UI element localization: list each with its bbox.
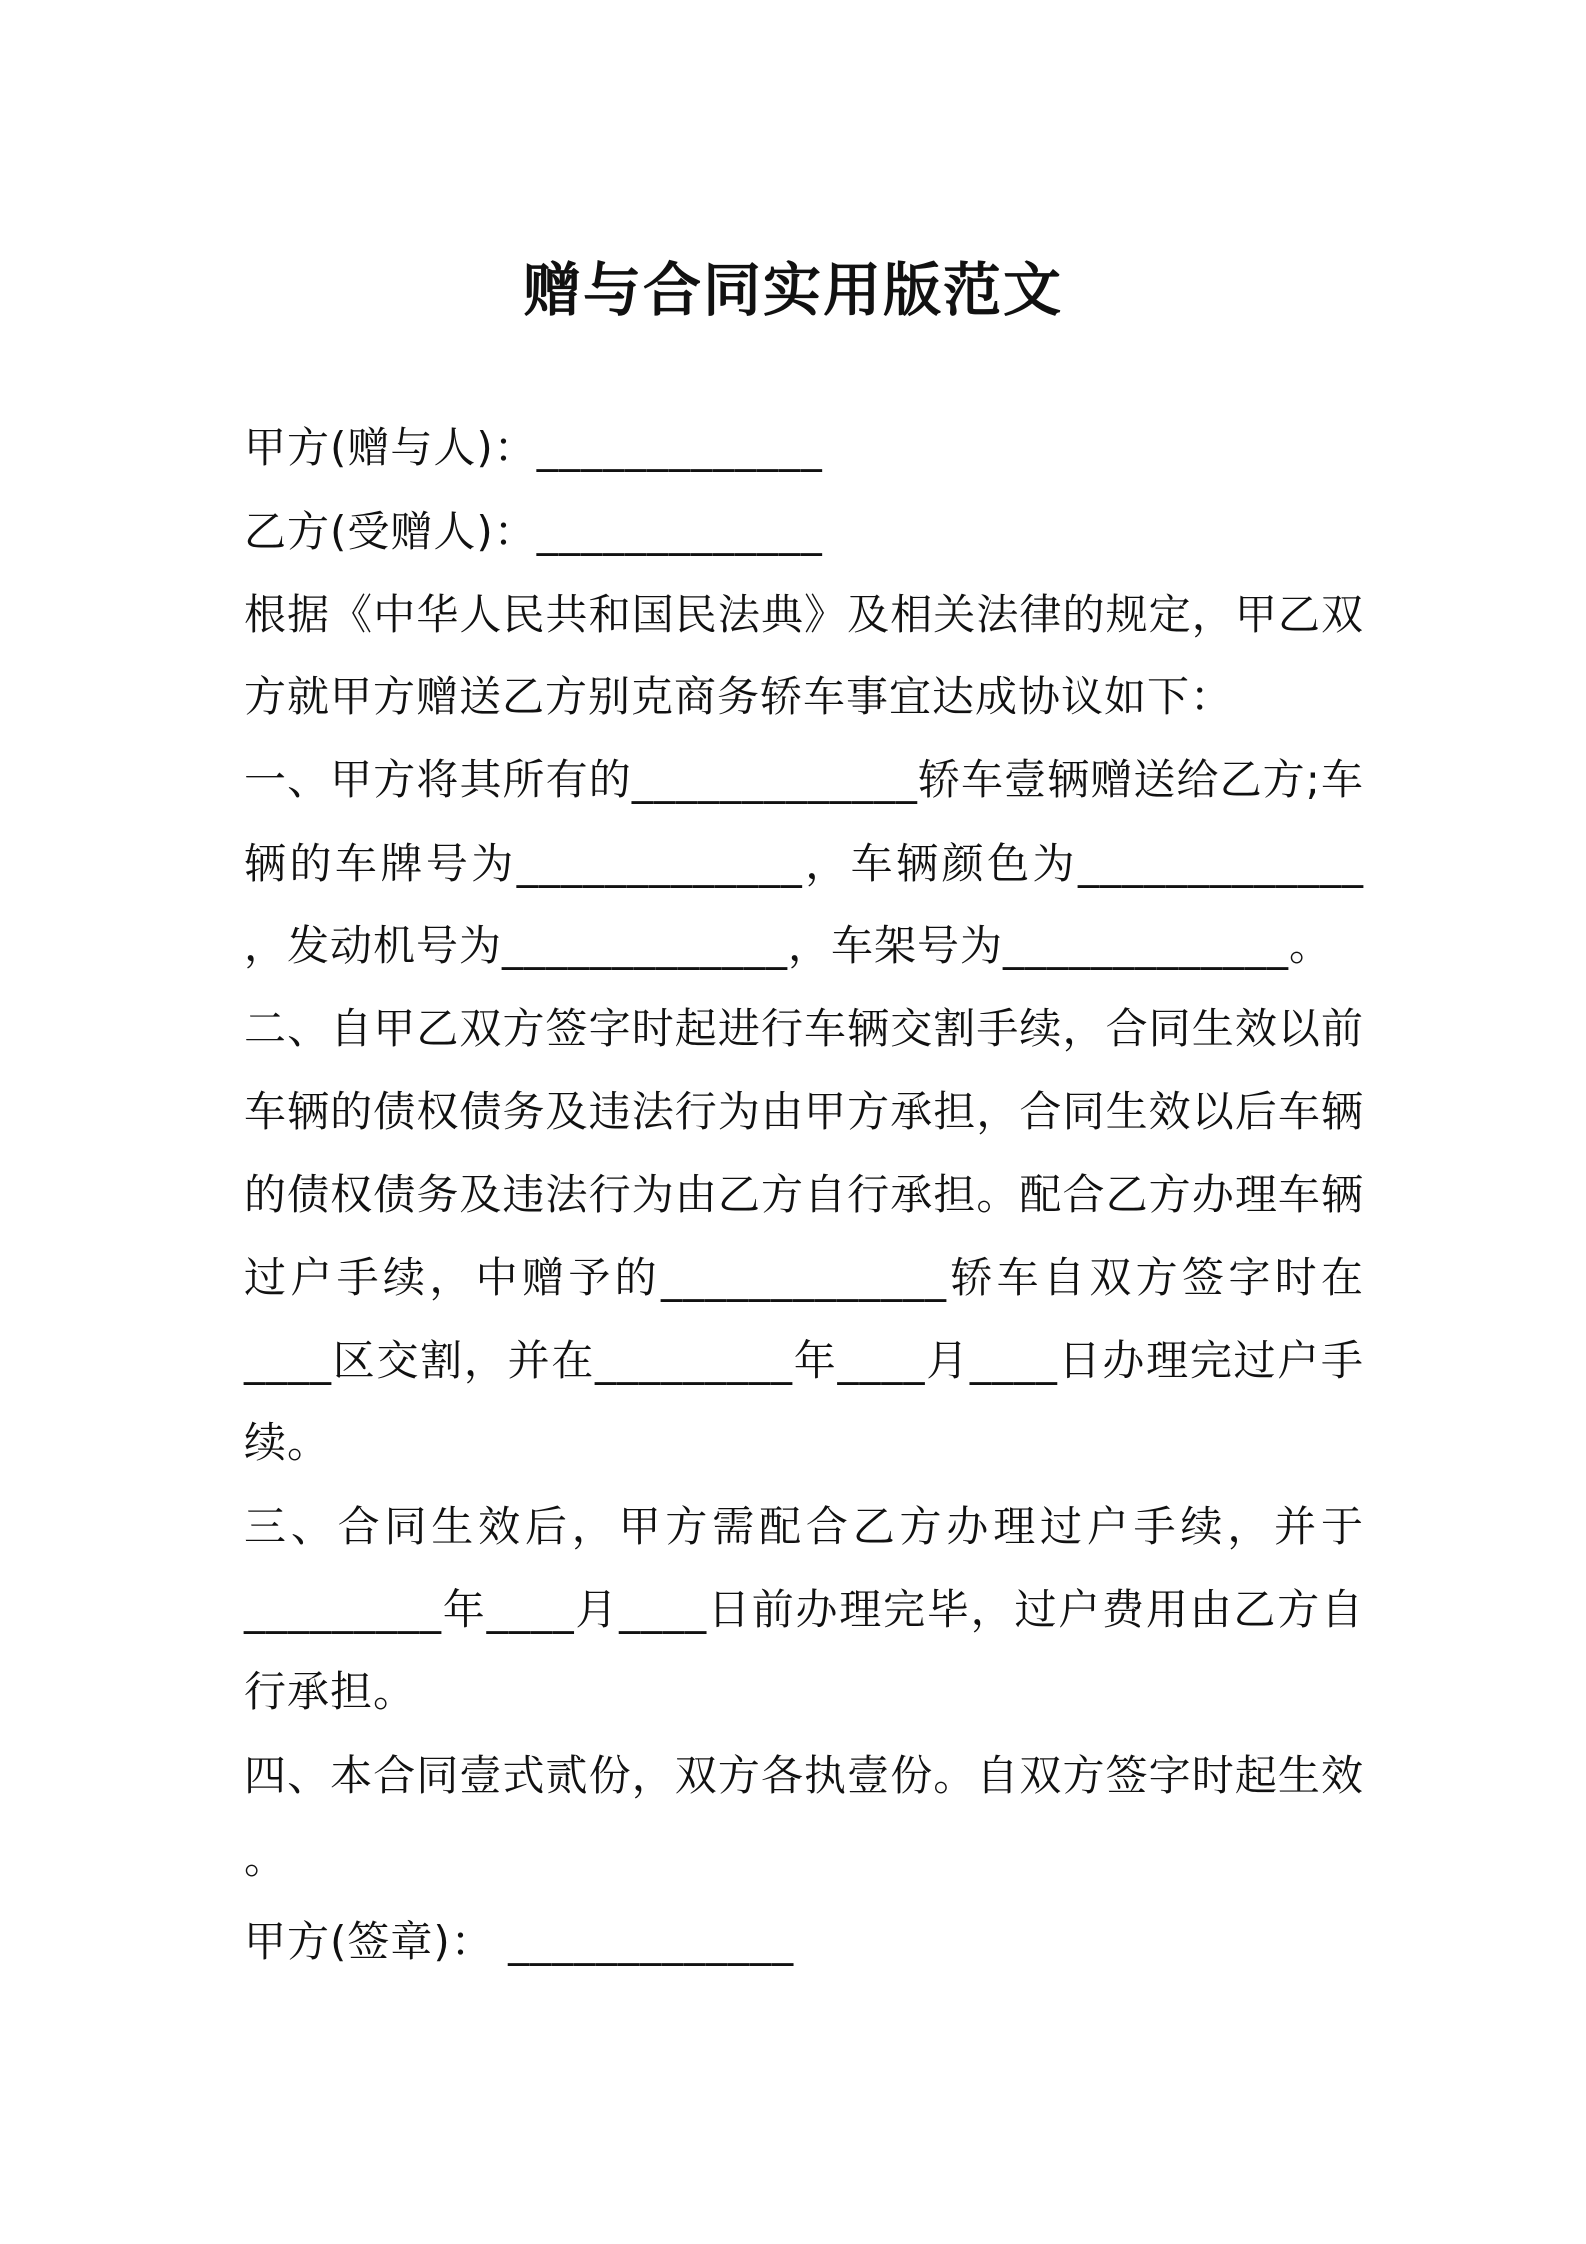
clause-2-line-1: 二、自甲乙双方签字时起进行车辆交割手续，合同生效以前	[244, 1004, 1364, 1053]
clause-2-line-6: 续。	[244, 1418, 331, 1467]
party-a-signature-line: 甲方(签章)： _____________	[244, 1917, 795, 1966]
preamble-line-2: 方就甲方赠送乙方别克商务轿车事宜达成协议如下：	[244, 672, 1234, 721]
clause-2-line-3: 的债权债务及违法行为由乙方自行承担。配合乙方办理车辆	[244, 1170, 1364, 1219]
preamble-line-1: 根据《中华人民共和国民法典》及相关法律的规定，甲乙双	[244, 590, 1364, 639]
party-a-line: 甲方(赠与人)：_____________	[244, 423, 823, 472]
document-title: 赠与合同实用版范文	[522, 256, 1063, 324]
clause-2-line-2: 车辆的债权债务及违法行为由甲方承担，合同生效以后车辆	[244, 1087, 1364, 1136]
clause-3-line-2: _________年____月____日前办理完毕，过户费用由乙方自	[244, 1585, 1364, 1634]
clause-4-line-1: 四、本合同壹式贰份，双方各执壹份。自双方签字时起生效	[244, 1751, 1364, 1800]
clause-1-line-2: 辆的车牌号为_____________，车辆颜色为_____________	[244, 839, 1364, 888]
clause-3-line-1: 三、合同生效后，甲方需配合乙方办理过户手续，并于	[244, 1502, 1364, 1551]
clause-1-line-3: ，发动机号为_____________，车架号为_____________。	[244, 921, 1333, 970]
clause-3-line-3: 行承担。	[244, 1667, 417, 1716]
clause-1-line-1: 一、甲方将其所有的_____________轿车壹辆赠送给乙方;车	[244, 755, 1364, 804]
clause-2-line-4: 过户手续，中赠予的_____________轿车自双方签字时在	[244, 1253, 1364, 1302]
party-b-line: 乙方(受赠人)：_____________	[244, 507, 823, 556]
clause-2-line-5: ____区交割，并在_________年____月____日办理完过户手	[244, 1336, 1364, 1385]
clause-4-line-2: 。	[244, 1834, 288, 1883]
